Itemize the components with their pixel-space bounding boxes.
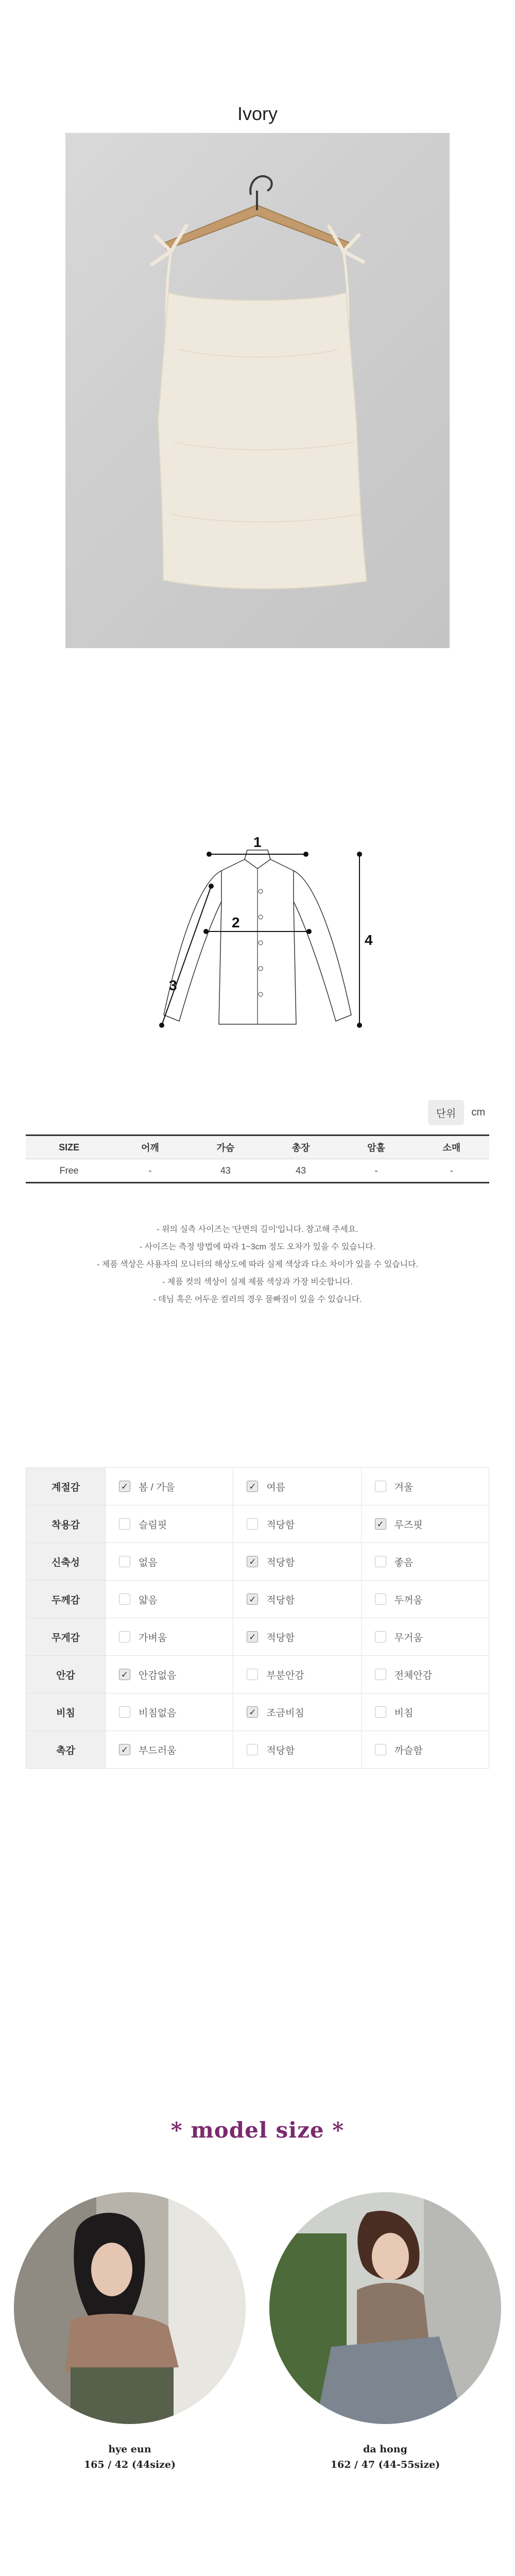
option-label: 조금비침 — [266, 1707, 304, 1719]
attribute-option — [106, 1543, 233, 1581]
attribute-option — [106, 1656, 233, 1693]
header-chest: 가슴 — [216, 1143, 235, 1153]
attribute-option — [233, 1618, 361, 1656]
unchecked-checkbox-icon — [375, 1669, 386, 1680]
unchecked-checkbox-icon — [247, 1744, 258, 1755]
option-label: 적당함 — [266, 1632, 295, 1643]
option-label: 가벼움 — [139, 1632, 167, 1643]
attribute-row — [26, 1618, 489, 1656]
option-label: 두꺼움 — [394, 1595, 423, 1606]
unchecked-checkbox-icon — [375, 1594, 386, 1605]
tank-top-on-hanger-image — [65, 133, 450, 648]
option-label: 비침없음 — [139, 1707, 177, 1719]
unchecked-checkbox-icon — [119, 1518, 130, 1530]
attribute-option — [233, 1468, 361, 1505]
attribute-row — [26, 1656, 489, 1693]
option-label: 부드러움 — [139, 1745, 177, 1756]
attribute-option — [233, 1731, 361, 1769]
size-table — [26, 1134, 489, 1183]
attribute-option — [361, 1468, 489, 1505]
model-size: 165 / 42 (44size) — [83, 2459, 176, 2470]
model-photo — [269, 2192, 501, 2424]
attribute-option — [233, 1581, 361, 1618]
attribute-option — [361, 1731, 489, 1769]
option-label: 슬림핏 — [139, 1519, 167, 1531]
checked-checkbox-icon — [247, 1556, 258, 1567]
attribute-row — [26, 1693, 489, 1731]
option-label: 겨울 — [394, 1482, 414, 1493]
note-line: - 위의 실측 사이즈는 '단면의 길이'입니다. 참고해 주세요. — [157, 1225, 358, 1234]
unchecked-checkbox-icon — [119, 1556, 130, 1567]
cell-shoulder: - — [148, 1165, 152, 1176]
attribute-option — [361, 1581, 489, 1618]
unchecked-checkbox-icon — [375, 1706, 386, 1718]
checked-checkbox-icon — [119, 1744, 130, 1755]
attribute-option — [361, 1693, 489, 1731]
unchecked-checkbox-icon — [247, 1518, 258, 1530]
product-attribute-table — [26, 1467, 489, 1769]
cell-sleeve: - — [450, 1165, 453, 1176]
unchecked-checkbox-icon — [247, 1669, 258, 1680]
model-card-da-hong — [269, 2192, 501, 2472]
option-label: 전체안감 — [394, 1670, 433, 1681]
unchecked-checkbox-icon — [375, 1744, 386, 1755]
unit-indicator — [428, 1100, 488, 1125]
option-label: 여름 — [266, 1482, 286, 1493]
unchecked-checkbox-icon — [119, 1594, 130, 1605]
attribute-row — [26, 1468, 489, 1505]
unit-label: 단위 — [428, 1100, 465, 1125]
attribute-label: 착용감 — [26, 1505, 106, 1543]
checked-checkbox-icon — [247, 1706, 258, 1718]
marker-shoulder: 1 — [253, 835, 262, 850]
attribute-option — [106, 1618, 233, 1656]
attribute-label: 안감 — [26, 1656, 106, 1693]
attribute-row — [26, 1543, 489, 1581]
note-line: - 제품 색상은 사용자의 모니터의 해상도에 따라 실제 색상과 다소 차이가 있을 수 있습니다. — [97, 1260, 418, 1269]
option-label: 무거움 — [394, 1632, 423, 1643]
option-label: 적당함 — [266, 1745, 295, 1756]
option-label: 적당함 — [266, 1595, 295, 1606]
unchecked-checkbox-icon — [119, 1706, 130, 1718]
marker-sleeve: 3 — [169, 977, 177, 993]
note-line: - 제품 컷의 색상이 실제 제품 색상과 가장 비슷합니다. — [162, 1278, 353, 1286]
option-label: 비침 — [394, 1707, 414, 1719]
attribute-option — [233, 1543, 361, 1581]
option-label: 부분안감 — [266, 1670, 304, 1681]
model-size: 162 / 47 (44-55size) — [330, 2459, 440, 2470]
model-photo — [14, 2192, 246, 2424]
option-label: 루즈핏 — [394, 1519, 423, 1531]
option-label: 좋음 — [394, 1557, 414, 1568]
option-label: 까슬함 — [394, 1745, 423, 1756]
attribute-label: 계절감 — [26, 1468, 106, 1505]
note-line: - 사이즈는 측정 방법에 따라 1~3cm 정도 오차가 있을 수 있습니다. — [139, 1243, 376, 1251]
measurement-diagram — [139, 835, 376, 1051]
unchecked-checkbox-icon — [119, 1631, 130, 1642]
attribute-option — [106, 1693, 233, 1731]
attribute-option — [106, 1581, 233, 1618]
cell-size: Free — [59, 1165, 79, 1176]
header-shoulder: 어깨 — [141, 1143, 159, 1153]
model-name: hye eun — [108, 2444, 151, 2455]
unchecked-checkbox-icon — [375, 1556, 386, 1567]
option-label: 적당함 — [266, 1557, 295, 1568]
option-label: 적당함 — [266, 1519, 295, 1531]
size-table-header — [26, 1136, 489, 1159]
attribute-option — [361, 1656, 489, 1693]
checked-checkbox-icon — [119, 1481, 130, 1492]
header-armhole: 암홀 — [367, 1143, 385, 1153]
marker-chest: 2 — [232, 914, 240, 930]
attribute-option — [361, 1543, 489, 1581]
attribute-option — [361, 1618, 489, 1656]
table-row — [26, 1159, 489, 1183]
checked-checkbox-icon — [247, 1631, 258, 1642]
unchecked-checkbox-icon — [375, 1481, 386, 1492]
model-card-hye-eun — [14, 2192, 246, 2472]
cell-chest: 43 — [220, 1165, 231, 1176]
size-notes — [0, 1221, 515, 1309]
attribute-row — [26, 1731, 489, 1769]
attribute-label: 촉감 — [26, 1731, 106, 1769]
product-photo — [65, 133, 450, 648]
option-label: 없음 — [139, 1557, 158, 1568]
cell-length: 43 — [296, 1165, 306, 1176]
attribute-row — [26, 1581, 489, 1618]
attribute-option — [106, 1505, 233, 1543]
unchecked-checkbox-icon — [375, 1631, 386, 1642]
checked-checkbox-icon — [375, 1518, 386, 1530]
model-name: da hong — [363, 2444, 407, 2455]
header-sleeve: 소매 — [442, 1143, 461, 1153]
option-label: 얇음 — [139, 1595, 158, 1606]
attribute-option — [106, 1731, 233, 1769]
checked-checkbox-icon — [119, 1669, 130, 1680]
checked-checkbox-icon — [247, 1481, 258, 1492]
attribute-option — [106, 1468, 233, 1505]
attribute-option — [233, 1693, 361, 1731]
option-label: 봄 / 가을 — [139, 1482, 175, 1493]
attribute-option — [233, 1505, 361, 1543]
model-size-title: * model size * — [170, 2117, 345, 2143]
attribute-label: 비침 — [26, 1693, 106, 1731]
attribute-option — [361, 1505, 489, 1543]
attribute-label: 무게감 — [26, 1618, 106, 1656]
attribute-row — [26, 1505, 489, 1543]
option-label: 안감없음 — [139, 1670, 177, 1681]
attribute-option — [233, 1656, 361, 1693]
marker-length: 4 — [365, 932, 373, 948]
attribute-label: 신축성 — [26, 1543, 106, 1581]
unit-value: cm — [471, 1107, 485, 1118]
header-length: 총장 — [291, 1143, 310, 1153]
header-size: SIZE — [59, 1142, 80, 1153]
checked-checkbox-icon — [247, 1594, 258, 1605]
note-line: - 데님 혹은 어두운 컬러의 경우 물빠짐이 있을 수 있습니다. — [153, 1295, 362, 1304]
attribute-label: 두께감 — [26, 1581, 106, 1618]
color-name-title: Ivory — [237, 103, 278, 124]
cell-armhole: - — [374, 1165, 378, 1176]
